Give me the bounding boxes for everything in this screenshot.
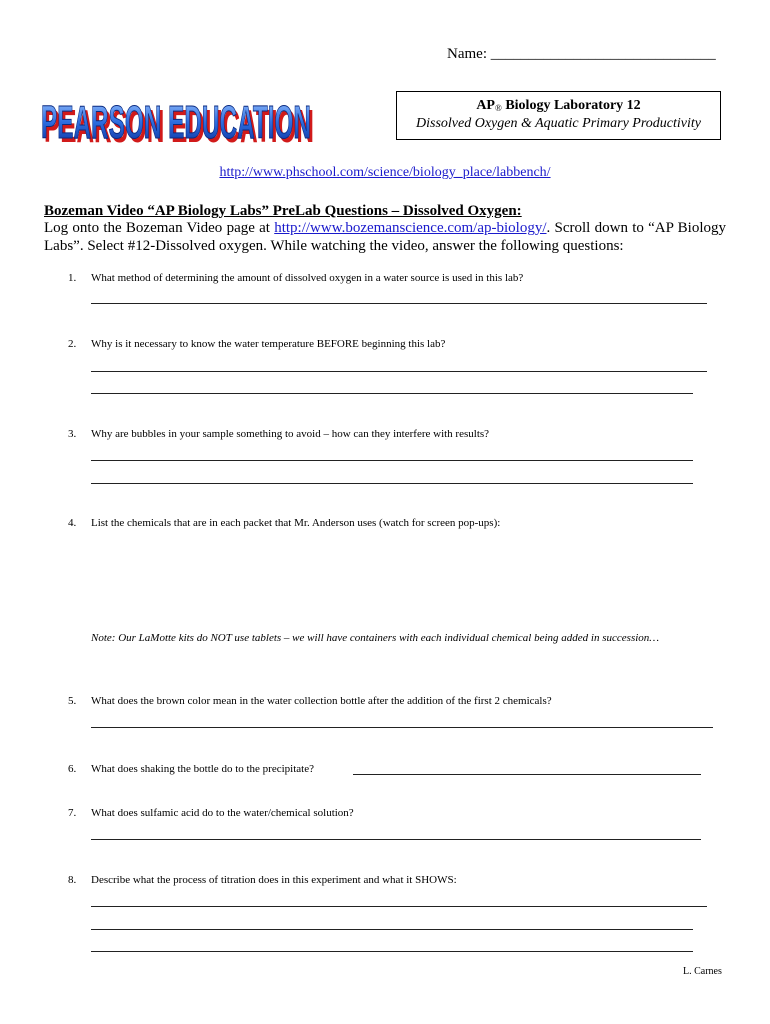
- note-paragraph: Note: Our LaMotte kits do NOT use tablets – we will have containers with each individual chemical being added in succession…: [91, 632, 660, 644]
- intro-text-start: Log onto the Bozeman Video page at: [44, 220, 275, 236]
- question-number: 7.: [68, 807, 77, 819]
- question-number: 4.: [68, 517, 77, 529]
- pearson-education-logo: [40, 84, 316, 146]
- question-number: 6.: [68, 763, 77, 775]
- logo-main-text: PEARSON EDUCATION: [41, 96, 311, 146]
- intro-text-end: . Scroll down to “AP Biology Labs”. Select #12-Dissolved oxygen. While watching the video, answer the following questions:: [44, 220, 726, 254]
- section-heading: Bozeman Video “AP Biology Labs” PreLab Questions – Dissolved Oxygen:: [44, 203, 522, 219]
- question-text: What does shaking the bottle do to the precipitate?: [91, 763, 314, 775]
- question-number: 2.: [68, 338, 77, 350]
- bozeman-link[interactable]: http://www.bozemanscience.com/ap-biology/: [274, 220, 547, 236]
- lab-subtitle: Dissolved Oxygen & Aquatic Primary Productivity: [416, 116, 701, 131]
- labbench-url-link[interactable]: http://www.phschool.com/science/biology_place/labbench/: [219, 165, 551, 180]
- question-number: 8.: [68, 874, 77, 886]
- question-text: What does the brown color mean in the water collection bottle after the addition of the first 2 chemicals?: [91, 695, 552, 707]
- answer-line[interactable]: [91, 393, 693, 394]
- question-text: Why are bubbles in your sample something to avoid – how can they interfere with results?: [91, 428, 490, 440]
- logo-shadow-text: PEARSON EDUCATION: [44, 100, 314, 146]
- question-text: List the chemicals that are in each packet that Mr. Anderson uses (watch for screen pop-ups):: [91, 517, 501, 529]
- lab-title: [397, 98, 720, 114]
- lab-title-ap: AP: [476, 98, 495, 113]
- question-text: Why is it necessary to know the water temperature BEFORE beginning this lab?: [91, 338, 446, 350]
- answer-line[interactable]: [91, 727, 713, 728]
- question-number: 5.: [68, 695, 77, 707]
- lab-title-box: [396, 91, 721, 140]
- question-number: 3.: [68, 428, 77, 440]
- answer-line[interactable]: [91, 303, 707, 304]
- lab-title-text: Biology Laboratory 12: [501, 98, 641, 113]
- answer-line[interactable]: [91, 951, 693, 952]
- question-text: What method of determining the amount of dissolved oxygen in a water source is used in this lab?: [91, 272, 524, 284]
- author-footer: L. Carnes: [683, 966, 722, 977]
- answer-line[interactable]: [353, 774, 701, 775]
- intro-paragraph: [44, 219, 726, 255]
- answer-line[interactable]: [91, 460, 693, 461]
- question-text: What does sulfamic acid do to the water/chemical solution?: [91, 807, 354, 819]
- answer-line[interactable]: [91, 483, 693, 484]
- registered-mark: ®: [494, 103, 502, 113]
- answer-line[interactable]: [91, 929, 693, 930]
- name-field-label: Name: ______________________________: [447, 46, 716, 62]
- answer-line[interactable]: [91, 371, 707, 372]
- answer-line[interactable]: [91, 906, 707, 907]
- question-text: Describe what the process of titration does in this experiment and what it SHOWS:: [91, 874, 457, 886]
- answer-line[interactable]: [91, 839, 701, 840]
- question-number: 1.: [68, 272, 77, 284]
